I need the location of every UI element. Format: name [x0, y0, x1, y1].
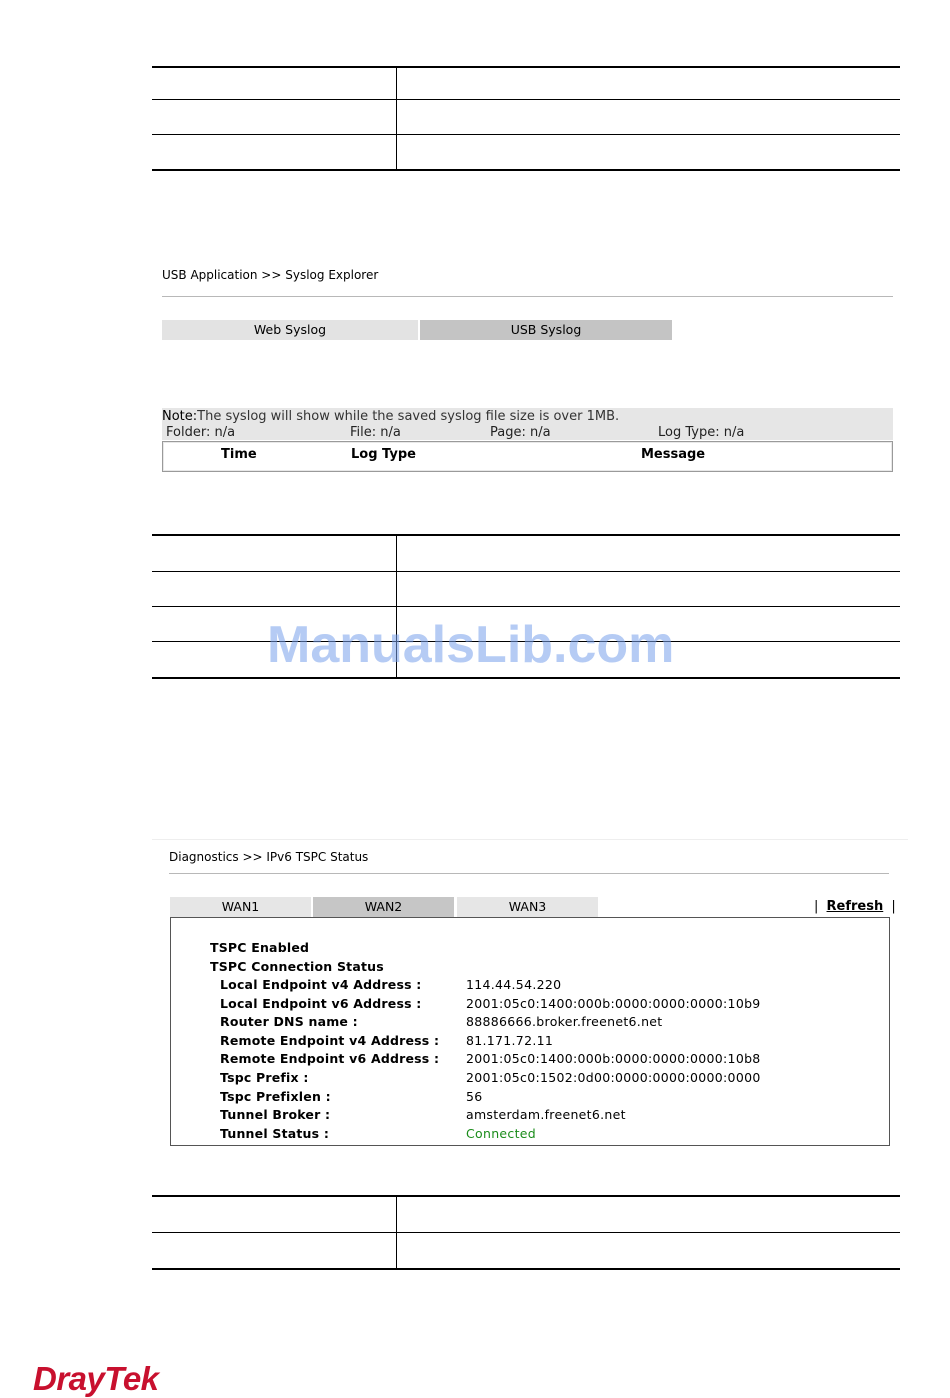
tab-usb-syslog[interactable]: [420, 320, 672, 340]
tspc-row-value: 2001:05c0:1400:000b:0000:0000:0000:10b9: [466, 995, 761, 1011]
col-message: Message: [641, 447, 706, 462]
tspc-breadcrumb: Diagnostics >> IPv6 TSPC Status: [169, 850, 369, 864]
file-value: File: n/a: [350, 425, 401, 440]
tspc-row-label: Local Endpoint v4 Address :: [220, 977, 422, 992]
manual-table-bottom: [152, 1195, 900, 1270]
tspc-row-value: 88886666.broker.freenet6.net: [466, 1014, 663, 1030]
syslog-breadcrumb: USB Application >> Syslog Explorer: [162, 268, 379, 282]
watermark: ManualsLib.com: [267, 616, 675, 674]
tspc-panel-top-rule: [152, 839, 908, 840]
page-value: Page: n/a: [490, 425, 551, 440]
tab-wan1[interactable]: [170, 897, 311, 917]
folder-value: Folder: n/a: [166, 425, 236, 440]
col-log-type: Log Type: [351, 447, 416, 462]
tspc-row-label: Tspc Prefixlen :: [220, 1088, 331, 1104]
tab-wan1-label: WAN1: [221, 899, 260, 914]
tspc-row-label: Local Endpoint v6 Address :: [220, 995, 422, 1011]
tspc-row-label: Remote Endpoint v4 Address :: [220, 1032, 440, 1048]
tspc-status-box: [170, 917, 890, 1146]
tab-usb-syslog-label: USB Syslog: [510, 322, 582, 337]
tspc-row-label: Tspc Prefix :: [220, 1070, 309, 1085]
tab-web-syslog[interactable]: [162, 320, 418, 340]
tspc-row-value: amsterdam.freenet6.net: [466, 1107, 626, 1123]
refresh-sep-right: |: [891, 899, 896, 914]
col-time: Time: [221, 447, 257, 462]
tspc-row-value: 2001:05c0:1502:0d00:0000:0000:0000:0000: [466, 1070, 761, 1085]
tspc-row-value: 2001:05c0:1400:000b:0000:0000:0000:10b8: [466, 1051, 761, 1067]
syslog-note-bar: [162, 408, 893, 440]
tab-web-syslog-label: Web Syslog: [253, 322, 327, 337]
manual-table-top: [152, 66, 900, 171]
tab-wan3[interactable]: [457, 897, 598, 917]
note-prefix: Note:: [162, 409, 198, 424]
syslog-table-header: [162, 441, 893, 472]
tspc-enabled-label: TSPC Enabled: [210, 940, 310, 955]
tspc-row-value: 114.44.54.220: [466, 977, 562, 992]
tspc-row-label: Router DNS name :: [220, 1014, 358, 1030]
refresh-group: [814, 899, 896, 914]
refresh-sep-left: |: [814, 899, 819, 914]
tspc-row-label: Tunnel Status :: [220, 1125, 330, 1141]
tspc-row-label: Tunnel Broker :: [220, 1107, 331, 1123]
tspc-row-value: 81.171.72.11: [466, 1032, 554, 1048]
tab-wan3-label: WAN3: [508, 899, 547, 914]
tab-wan2[interactable]: [313, 897, 454, 917]
tspc-row-label: Remote Endpoint v6 Address :: [220, 1051, 440, 1067]
tspc-row-value: 56: [466, 1088, 483, 1104]
syslog-meta: [162, 425, 893, 441]
tspc-row-value: Connected: [466, 1125, 537, 1141]
syslog-note: [162, 409, 619, 424]
draytek-logo: [33, 1360, 159, 1398]
log-type-value: Log Type: n/a: [658, 425, 745, 440]
syslog-breadcrumb-divider: [162, 296, 893, 297]
tab-wan2-label: WAN2: [364, 899, 403, 914]
logo-text: DrayTek: [33, 1360, 159, 1397]
tspc-breadcrumb-divider: [169, 873, 889, 874]
refresh-link[interactable]: Refresh: [826, 899, 884, 914]
tspc-connection-label: TSPC Connection Status: [210, 959, 384, 974]
note-text: The syslog will show while the saved syslog file size is over 1MB.: [197, 409, 620, 424]
